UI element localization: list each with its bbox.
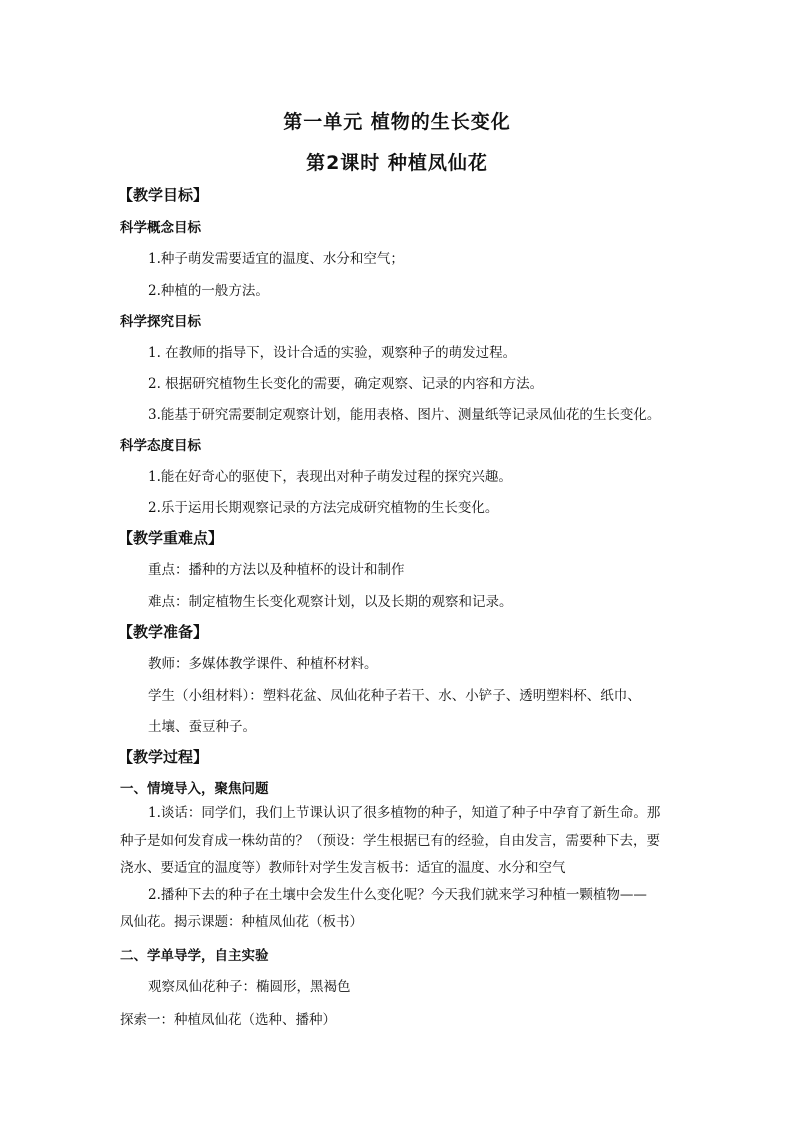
- attitude-objectives-heading: 科学态度目标: [120, 438, 201, 454]
- inquiry-item-3: 3.能基于研究需要制定观察计划，能用表格、图片、测量纸等记录凤仙花的生长变化。: [148, 407, 661, 423]
- part1-p1-line-2: 种子是如何发育成一株幼苗的？（预设：学生根据已有的经验，自由发言，需要种下去，要: [120, 833, 660, 849]
- inquiry-objectives-heading: 科学探究目标: [120, 314, 201, 330]
- inquiry-item-2: 2. 根据研究植物生长变化的需要，确定观察、记录的内容和方法。: [148, 376, 544, 392]
- student-materials-line-1: 学生（小组材料）：塑料花盆、凤仙花种子若干、水、小铲子、透明塑料杯、纸巾、: [148, 688, 641, 704]
- part1-p1-line-3: 浇水、要适宜的温度等）教师针对学生发言板书：适宜的温度、水分和空气: [120, 860, 566, 876]
- objectives-heading: 【教学目标】: [118, 186, 209, 204]
- explore-one: 探索一：种植凤仙花（选种、播种）: [120, 1012, 336, 1028]
- concept-item-1: 1.种子萌发需要适宜的温度、水分和空气；: [148, 251, 404, 267]
- attitude-item-2: 2.乐于运用长期观察记录的方法完成研究植物的生长变化。: [148, 500, 499, 516]
- student-materials-line-2: 土壤、蚕豆种子。: [148, 719, 256, 735]
- keypoint-key: 重点：播种的方法以及种植杯的设计和制作: [148, 562, 405, 578]
- part1-p1-line-1: 1.谈话：同学们，我们上节课认识了很多植物的种子，知道了种子中孕育了新生命。那: [148, 805, 661, 821]
- inquiry-item-1: 1. 在教师的指导下，设计合适的实验，观察种子的萌发过程。: [148, 345, 517, 361]
- part1-heading: 一、情境导入，聚焦问题: [120, 781, 269, 797]
- part2-heading: 二、学单导学，自主实验: [120, 948, 269, 964]
- lesson-title: 第2课时 种植凤仙花: [306, 152, 488, 174]
- keypoints-heading: 【教学重难点】: [118, 529, 224, 547]
- concept-item-2: 2.种植的一般方法。: [148, 283, 269, 299]
- teacher-materials: 教师：多媒体教学课件、种植杯材料。: [148, 656, 378, 672]
- attitude-item-1: 1.能在好奇心的驱使下，表现出对种子萌发过程的探究兴趣。: [148, 469, 512, 485]
- unit-title: 第一单元 植物的生长变化: [283, 111, 511, 133]
- part1-p2-line-1: 2.播种下去的种子在土壤中会发生什么变化呢？今天我们就来学习种植一颗植物——: [148, 887, 647, 903]
- observe-seeds: 观察凤仙花种子：椭圆形，黑褐色: [148, 979, 351, 995]
- concept-objectives-heading: 科学概念目标: [120, 220, 201, 236]
- part1-p2-line-2: 凤仙花。揭示课题：种植凤仙花（板书）: [120, 914, 363, 930]
- keypoint-difficulty: 难点：制定植物生长变化观察计划，以及长期的观察和记录。: [148, 594, 513, 610]
- process-heading: 【教学过程】: [118, 748, 209, 766]
- preparation-heading: 【教学准备】: [118, 623, 209, 641]
